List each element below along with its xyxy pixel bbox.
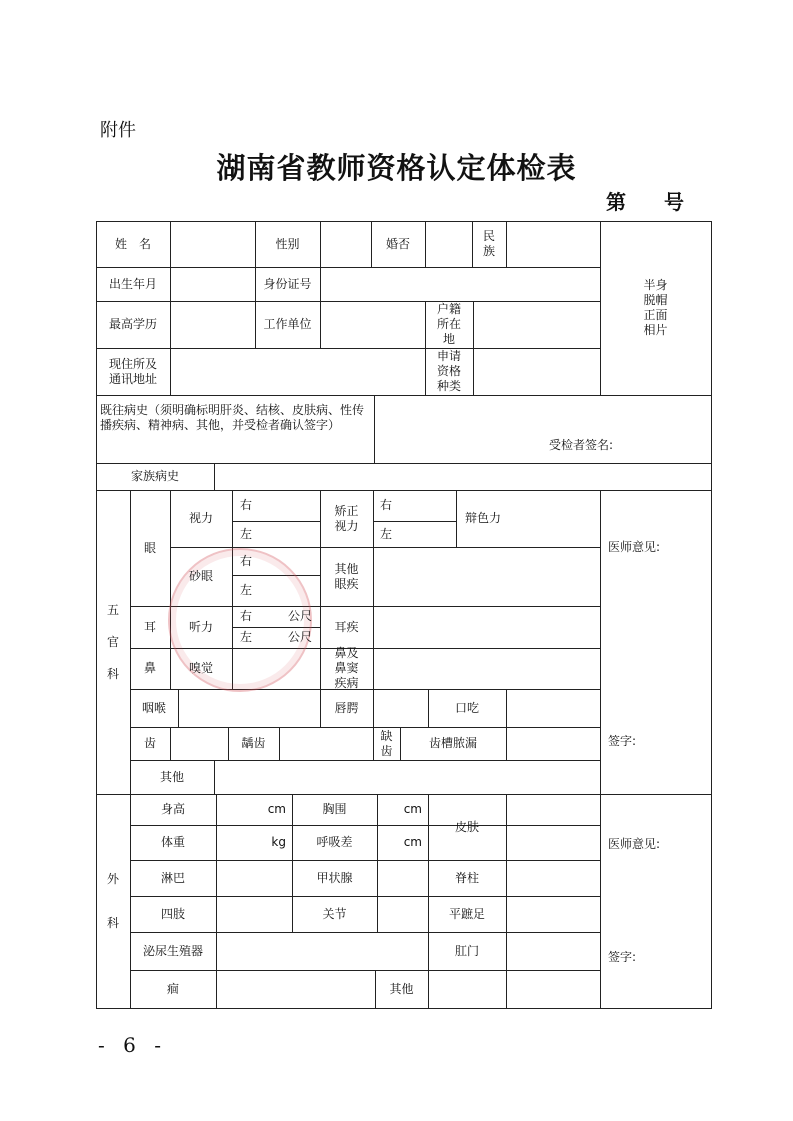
corrected-vision-label: 矫正视力 [334,503,359,533]
color-vision-label: 辩色力 [464,511,501,525]
flatfoot-label: 平蹠足 [448,906,485,921]
gender-label: 性别 [275,236,300,251]
hearing-right-unit: 公尺 [287,609,312,623]
teeth-label: 齿 [143,736,156,750]
weight-unit: kg [271,835,286,849]
stutter-label: 口吃 [454,700,479,715]
ent-other-label: 其他 [159,769,184,784]
lymph-label: 淋巴 [160,870,185,885]
trachoma-left-label: 左 [240,583,253,597]
hemorrhoid-label: 痐 [166,981,179,996]
examinee-signature-label: 受检者签名: [549,438,614,452]
breath-diff-unit: cm [403,835,422,849]
chest-unit: cm [403,802,422,816]
family-history-label: 家族病史 [130,469,179,483]
eye-label: 眼 [143,540,156,555]
throat-label: 咽喉 [141,700,166,715]
photo-placeholder: 半身脱帽正面相片 [643,278,668,337]
surgery-signature-label: 签字: [608,950,637,964]
birth-label: 出生年月 [108,276,157,291]
ent-section-label: 五官科 [106,603,119,681]
hearing-right-label: 右 [240,609,253,623]
apply-type-label: 申请资格种类 [436,349,461,393]
sinus-disease-label: 鼻及鼻窦疾病 [334,646,359,690]
vision-left-label: 左 [240,526,253,541]
vision-label: 视力 [188,511,213,525]
work-unit-label: 工作单位 [263,317,312,331]
page-title: 湖南省教师资格认定体检表 [216,151,577,185]
missing-teeth-label: 缺齿 [380,728,393,758]
joints-label: 关节 [322,906,347,921]
urogenital-label: 泌尿生殖器 [142,943,203,958]
trachoma-right-label: 右 [240,553,253,568]
nose-label: 鼻 [143,661,156,675]
medical-history-label: 既往病史（须明确标明肝炎、结核、皮肤病、性传播疾病、精神病、其他，并受检者确认签字） [100,403,365,432]
ear-label: 耳 [143,619,156,634]
attachment-label: 附件 [100,120,136,141]
corrected-left-label: 左 [380,526,393,541]
thyroid-label: 甲状腺 [316,870,353,885]
surgery-doctor-opinion-label: 医师意见: [608,837,661,851]
name-label: 姓 名 [114,236,151,251]
hearing-left-unit: 公尺 [287,630,312,644]
id-number-label: 身份证号 [263,276,312,291]
ethnicity-label: 民族 [482,229,495,258]
breath-diff-label: 呼吸差 [316,835,353,849]
trachoma-label: 砂眼 [188,569,213,583]
ent-doctor-opinion-label: 医师意见: [608,540,661,554]
page-number: - 6 - [98,1033,167,1057]
height-label: 身高 [160,802,185,816]
height-unit: cm [267,802,286,816]
married-label: 婚否 [385,236,410,251]
corrected-right-label: 右 [380,498,393,512]
hearing-left-label: 左 [240,630,253,644]
lip-palate-label: 唇腭 [334,700,359,715]
caries-label: 龋齿 [241,736,266,750]
surgery-other-label: 其他 [389,981,414,996]
vision-right-label: 右 [240,498,253,512]
spine-label: 脊柱 [454,870,479,885]
household-label: 户籍所在地 [436,302,461,346]
skin-label: 皮肤 [454,819,479,834]
ent-signature-label: 签字: [608,734,637,748]
education-label: 最高学历 [108,317,157,331]
ear-disease-label: 耳疾 [334,619,359,634]
weight-label: 体重 [160,835,185,849]
limbs-label: 四肢 [160,906,185,921]
periodontal-label: 齿槽脓漏 [428,736,477,750]
smell-label: 嗅觉 [188,661,213,675]
chest-label: 胸围 [322,802,347,816]
other-eye-label: 其他眼疾 [334,561,359,591]
surgery-section-label: 外科 [106,872,119,930]
address-label: 现住所及通讯地址 [108,356,157,386]
form-number-label: 第号 [606,190,722,214]
hearing-label: 听力 [188,619,213,634]
anus-label: 肛门 [454,943,479,958]
